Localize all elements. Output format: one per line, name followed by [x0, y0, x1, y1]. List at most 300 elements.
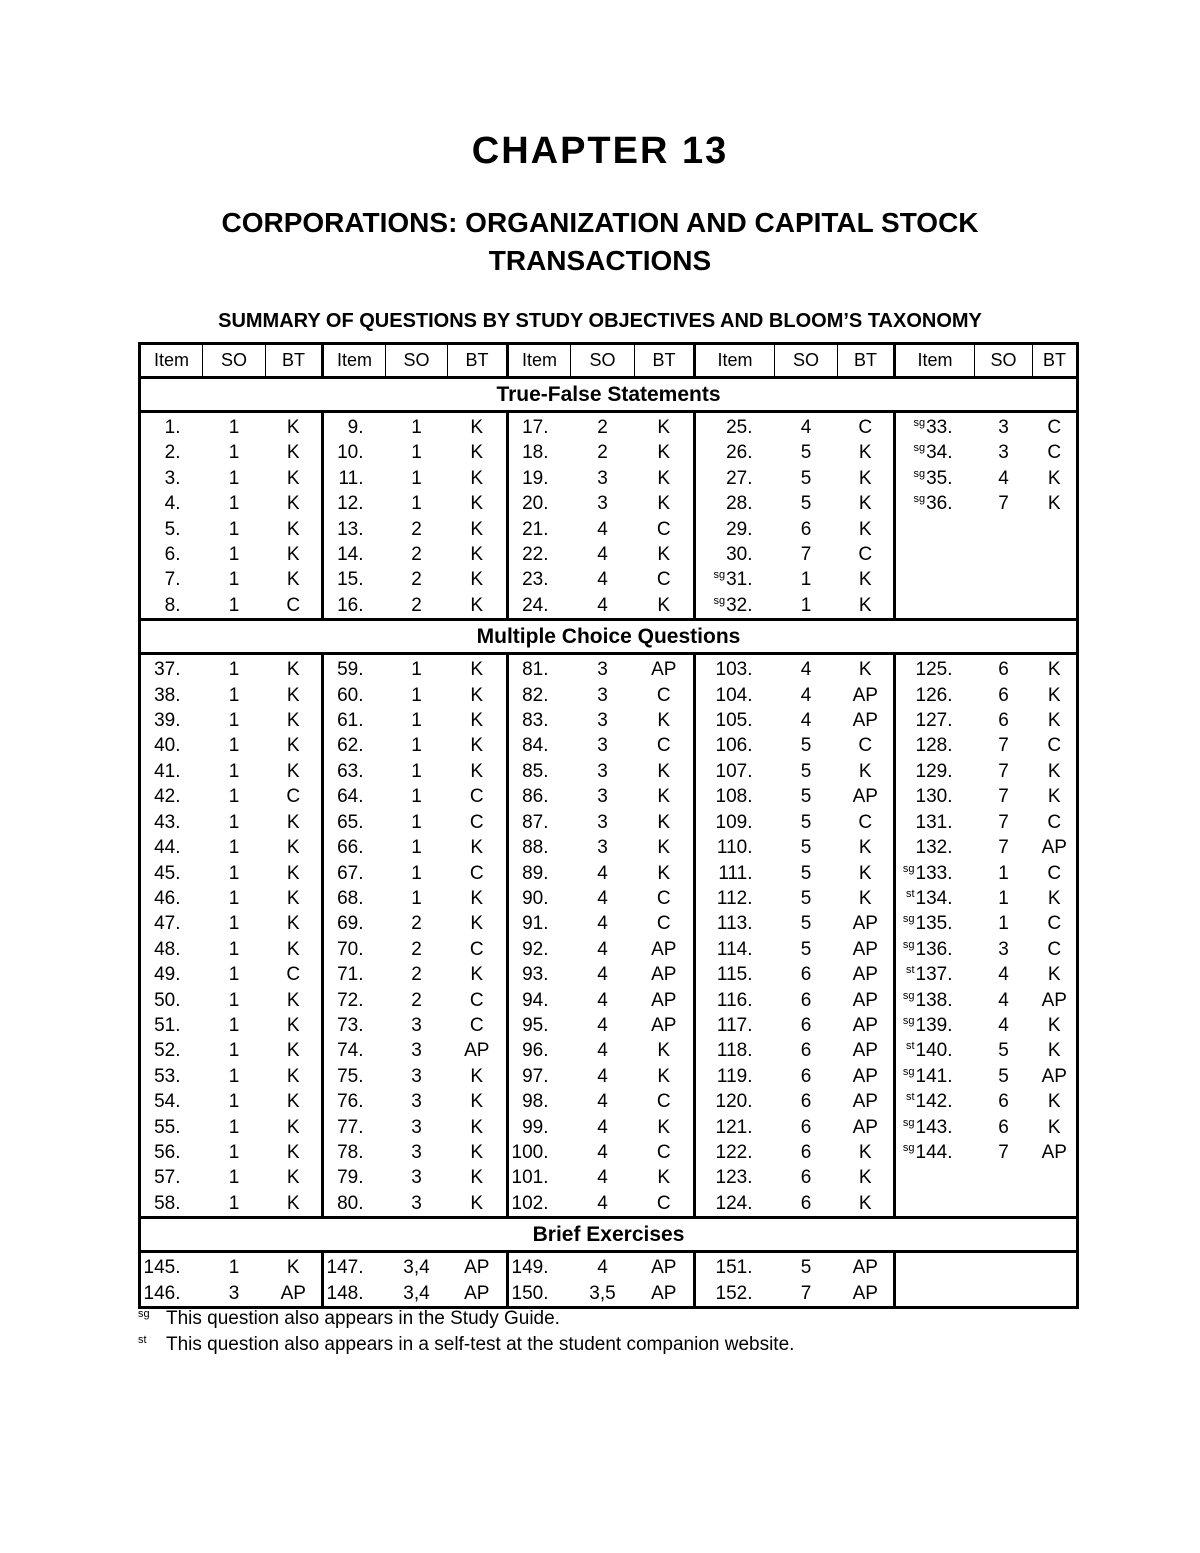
item-cell [695, 733, 775, 758]
bt-cell: C [1047, 442, 1062, 464]
item-cell [140, 784, 203, 809]
so-cell: 2 [411, 938, 422, 960]
item-number: 99. [522, 1116, 549, 1138]
item-cell [140, 988, 203, 1013]
item-number: 9. [347, 417, 364, 438]
bt-cell: K [1047, 659, 1061, 681]
so-cell: 4 [998, 467, 1009, 489]
bt-cell: AP [838, 962, 895, 987]
chapter-title: CHAPTER 13 [471, 130, 729, 172]
item-cell [508, 1115, 571, 1140]
so-cell: 1 [411, 417, 422, 438]
item-number: 120. [715, 1091, 753, 1113]
item-cell [895, 466, 975, 491]
bt-cell: K [838, 861, 895, 886]
item-cell [895, 1115, 975, 1140]
so-cell [975, 517, 1033, 542]
item-cell [695, 1064, 775, 1089]
so-cell: 1 [228, 569, 240, 591]
bt-cell: C [266, 593, 323, 620]
item-number: 126. [915, 684, 953, 706]
item-number: 80. [337, 1192, 364, 1214]
column-header: SO [386, 344, 448, 378]
item-number: 134. [915, 887, 953, 909]
source-marker: sg [902, 862, 915, 875]
item-number: 147. [326, 1257, 364, 1279]
so-cell: 5 [800, 735, 812, 757]
so-cell: 7 [998, 760, 1009, 782]
so-cell: 2 [597, 442, 608, 464]
item-cell [508, 886, 571, 911]
item-number: 35. [926, 467, 953, 489]
table-row [140, 466, 1078, 491]
bt-cell: K [266, 440, 323, 465]
item-cell [508, 1252, 571, 1281]
item-number: 26. [726, 442, 753, 464]
so-cell: 3 [411, 1040, 422, 1062]
item-cell [323, 1252, 386, 1281]
bt-cell: AP [1041, 837, 1067, 859]
item-number: 30. [726, 544, 753, 566]
item-cell [508, 1064, 571, 1089]
table-row [140, 835, 1078, 860]
column-header: Item [323, 344, 386, 378]
so-cell [975, 1165, 1033, 1190]
item-number: 3. [164, 467, 181, 489]
item-number: 36. [926, 493, 953, 515]
source-marker: sg [902, 1116, 915, 1129]
source-marker: sg [913, 467, 926, 480]
so-cell: 1 [228, 887, 240, 909]
item-cell [508, 962, 571, 987]
item-cell [140, 567, 203, 592]
section-header-row [140, 378, 1078, 412]
so-cell: 1 [228, 1065, 240, 1087]
so-cell: 6 [998, 684, 1009, 706]
so-cell: 6 [800, 1040, 812, 1062]
item-cell [895, 810, 975, 835]
source-marker: sg [713, 594, 726, 607]
bt-cell: K [838, 886, 895, 911]
item-cell [508, 1191, 571, 1218]
table-row [140, 1064, 1078, 1089]
item-number: 47. [154, 913, 181, 935]
bt-cell: K [266, 708, 323, 733]
item-cell [895, 517, 975, 542]
item-number: 15. [337, 569, 364, 591]
item-cell [695, 962, 775, 987]
so-cell: 5 [800, 913, 812, 935]
so-cell: 5 [800, 786, 812, 808]
so-cell: 5 [998, 1065, 1009, 1087]
item-cell [895, 911, 975, 936]
bt-cell [1033, 1281, 1078, 1308]
item-number: 46. [154, 887, 181, 909]
item-number: 113. [716, 913, 753, 935]
so-cell: 2 [597, 417, 608, 438]
item-cell [140, 1089, 203, 1114]
item-cell [508, 784, 571, 809]
table-row [140, 440, 1078, 465]
bt-cell: K [635, 466, 695, 491]
item-number: 72. [337, 989, 364, 1011]
item-number: 22. [522, 544, 549, 566]
section-title: Multiple Choice Questions [140, 620, 1078, 654]
item-number: 12. [337, 493, 364, 515]
bt-cell: K [266, 937, 323, 962]
table-row [140, 988, 1078, 1013]
so-cell: 6 [800, 1091, 812, 1113]
table-row [140, 1252, 1078, 1281]
bt-cell: K [838, 1165, 895, 1190]
item-cell [895, 593, 975, 620]
bt-cell: K [266, 886, 323, 911]
so-cell: 3 [998, 417, 1009, 438]
item-cell [508, 759, 571, 784]
item-cell [895, 1064, 975, 1089]
source-marker: sg [902, 1014, 915, 1027]
so-cell: 1 [228, 1014, 240, 1036]
so-cell: 6 [800, 1065, 812, 1087]
bt-cell: K [266, 412, 323, 441]
item-cell [695, 1140, 775, 1165]
item-cell [508, 654, 571, 683]
bt-cell: K [448, 1140, 508, 1165]
so-cell: 1 [411, 887, 422, 909]
column-header: Item [508, 344, 571, 378]
item-number: 39. [154, 710, 181, 732]
bt-cell: C [448, 988, 508, 1013]
so-cell: 4 [597, 518, 608, 540]
so-cell: 3 [998, 938, 1009, 960]
item-number: 50. [154, 989, 181, 1011]
so-cell: 2 [411, 989, 422, 1011]
table-row [140, 861, 1078, 886]
item-cell [508, 1281, 571, 1308]
item-number: 137. [915, 964, 953, 986]
item-cell [695, 937, 775, 962]
item-number: 110. [716, 837, 753, 859]
item-number: 48. [154, 938, 181, 960]
bt-cell: K [838, 440, 895, 465]
so-cell: 3 [597, 760, 608, 782]
bt-cell: AP [635, 937, 695, 962]
item-number: 101. [511, 1167, 549, 1189]
bt-cell: C [635, 683, 695, 708]
so-cell: 5 [800, 837, 812, 859]
chapter-subtitle [0, 204, 1200, 280]
item-number: 132. [915, 837, 953, 859]
item-number: 2. [164, 442, 181, 464]
bt-cell: K [448, 1089, 508, 1114]
bt-cell: K [448, 491, 508, 516]
so-cell: 1 [228, 659, 240, 681]
so-cell [975, 1281, 1033, 1308]
bt-cell: AP [838, 988, 895, 1013]
bt-cell: AP [448, 1281, 508, 1308]
so-cell: 1 [228, 1141, 240, 1163]
so-cell: 1 [411, 710, 422, 732]
so-cell: 1 [228, 1167, 240, 1189]
item-cell [323, 412, 386, 441]
item-cell [323, 1165, 386, 1190]
item-cell [508, 708, 571, 733]
summary-heading: SUMMARY OF QUESTIONS BY STUDY OBJECTIVES AND BLOOM’S TAXONOMY [218, 310, 982, 332]
item-cell [895, 1089, 975, 1114]
bt-cell: K [1047, 710, 1061, 732]
item-cell [695, 1281, 775, 1308]
so-cell: 5 [800, 887, 812, 909]
item-number: 90. [522, 887, 549, 909]
so-cell: 4 [597, 1257, 608, 1279]
so-cell: 3 [411, 1192, 422, 1214]
item-cell [895, 654, 975, 683]
item-number: 127. [915, 710, 953, 732]
bt-cell: K [448, 683, 508, 708]
so-cell: 4 [597, 1091, 608, 1113]
item-number: 100. [511, 1141, 549, 1163]
bt-cell: K [448, 567, 508, 592]
bt-cell [1033, 593, 1078, 620]
so-cell: 2 [411, 518, 422, 540]
so-cell [975, 542, 1033, 567]
bt-cell: K [266, 1089, 323, 1114]
item-cell [695, 542, 775, 567]
item-number: 92. [522, 938, 549, 960]
so-cell: 1 [411, 760, 422, 782]
column-header: SO [775, 344, 838, 378]
item-cell [323, 810, 386, 835]
bt-cell: C [635, 733, 695, 758]
so-cell: 4 [597, 989, 608, 1011]
bt-cell: K [266, 911, 323, 936]
bt-cell: K [266, 517, 323, 542]
questions-summary-table [138, 342, 1079, 1309]
item-cell [508, 911, 571, 936]
item-number: 33. [926, 417, 953, 438]
so-cell: 2 [411, 964, 422, 986]
so-cell: 4 [597, 887, 608, 909]
so-cell: 5 [800, 862, 812, 884]
so-cell: 3 [597, 811, 608, 833]
so-cell: 6 [998, 659, 1009, 681]
item-number: 111. [718, 862, 753, 884]
bt-cell: C [838, 412, 895, 441]
item-cell [508, 593, 571, 620]
subtitle-line-2: TRANSACTIONS [488, 245, 712, 276]
item-cell [895, 683, 975, 708]
bt-cell [1033, 1165, 1078, 1190]
item-cell [695, 654, 775, 683]
item-number: 94. [522, 989, 549, 1011]
footnote: $^{st}$ This question also appears in a self-test at the student companion website. [138, 1334, 795, 1355]
item-cell [323, 542, 386, 567]
so-cell: 4 [597, 1014, 608, 1036]
bt-cell: K [448, 412, 508, 441]
item-number: 61. [337, 710, 364, 732]
item-number: 146. [143, 1282, 181, 1304]
item-number: 62. [337, 735, 364, 757]
item-cell [895, 1165, 975, 1190]
item-cell [895, 886, 975, 911]
so-cell: 1 [228, 760, 240, 782]
so-cell: 3 [998, 442, 1009, 464]
bt-cell: K [448, 1165, 508, 1190]
item-number: 108. [715, 786, 753, 808]
bt-cell: K [635, 542, 695, 567]
item-number: 20. [522, 493, 549, 515]
section-title: Brief Exercises [140, 1218, 1078, 1252]
item-number: 86. [522, 786, 549, 808]
table-row [140, 962, 1078, 987]
table-row [140, 412, 1078, 441]
bt-cell: K [635, 835, 695, 860]
item-number: 82. [522, 684, 549, 706]
bt-cell: AP [838, 1089, 895, 1114]
so-cell: 7 [998, 1141, 1009, 1163]
item-number: 81. [522, 659, 549, 681]
item-number: 150. [511, 1282, 549, 1304]
bt-cell: AP [838, 683, 895, 708]
so-cell [975, 1191, 1033, 1218]
item-number: 135. [915, 913, 953, 935]
item-number: 151. [715, 1257, 753, 1279]
so-cell: 1 [228, 684, 240, 706]
item-cell [695, 784, 775, 809]
bt-cell: K [448, 835, 508, 860]
item-number: 109. [715, 811, 753, 833]
item-cell [140, 1013, 203, 1038]
bt-cell: K [1047, 887, 1061, 909]
so-cell: 1 [228, 442, 240, 464]
bt-cell: K [448, 466, 508, 491]
subtitle-line-1: CORPORATIONS: ORGANIZATION AND CAPITAL STOCK [221, 207, 979, 238]
so-cell: 5 [800, 760, 812, 782]
item-cell [323, 759, 386, 784]
so-cell: 1 [411, 786, 422, 808]
bt-cell: K [266, 1140, 323, 1165]
item-cell [323, 835, 386, 860]
item-cell [508, 517, 571, 542]
item-number: 58. [154, 1192, 181, 1214]
bt-cell: K [448, 708, 508, 733]
item-number: 19. [522, 467, 549, 489]
item-number: 54. [154, 1091, 181, 1113]
item-number: 76. [337, 1091, 364, 1113]
item-cell [508, 1140, 571, 1165]
item-number: 148. [326, 1282, 364, 1304]
item-cell [140, 1140, 203, 1165]
so-cell: 5 [800, 811, 812, 833]
footnote-text: This question also appears in the Study Guide. [166, 1308, 560, 1329]
bt-cell: K [448, 886, 508, 911]
item-cell [895, 708, 975, 733]
bt-cell: K [838, 835, 895, 860]
item-number: 96. [522, 1040, 549, 1062]
item-number: 117. [716, 1014, 753, 1036]
item-number: 136. [915, 938, 953, 960]
item-cell [508, 1165, 571, 1190]
item-number: 112. [716, 887, 753, 909]
bt-cell: K [266, 1165, 323, 1190]
bt-cell: K [635, 440, 695, 465]
item-number: 106. [715, 735, 753, 757]
table-row [140, 542, 1078, 567]
column-header: BT [266, 344, 323, 378]
item-number: 64. [337, 786, 364, 808]
source-marker: st [905, 1091, 915, 1104]
item-cell [895, 733, 975, 758]
so-cell: 6 [800, 1141, 812, 1163]
item-number: 95. [522, 1014, 549, 1036]
so-cell: 3 [597, 493, 608, 515]
item-number: 144. [915, 1141, 953, 1163]
item-number: 7. [164, 569, 181, 591]
item-cell [895, 861, 975, 886]
item-cell [323, 491, 386, 516]
bt-cell: C [838, 810, 895, 835]
table-row [140, 911, 1078, 936]
bt-cell: K [838, 517, 895, 542]
item-number: 124. [715, 1192, 753, 1214]
bt-cell: K [448, 759, 508, 784]
source-marker: sg [902, 1065, 915, 1078]
bt-cell: C [448, 784, 508, 809]
item-number: 128. [915, 735, 953, 757]
item-cell [508, 937, 571, 962]
table-row [140, 1115, 1078, 1140]
item-number: 28. [726, 493, 753, 515]
item-cell [323, 654, 386, 683]
item-number: 118. [716, 1040, 753, 1062]
item-cell [695, 517, 775, 542]
table-row [140, 733, 1078, 758]
table-row [140, 1038, 1078, 1063]
bt-cell: C [266, 784, 323, 809]
so-cell: 1 [411, 493, 422, 515]
so-cell: 6 [998, 1091, 1009, 1113]
so-cell: 1 [228, 837, 240, 859]
item-cell [140, 733, 203, 758]
bt-cell: K [838, 466, 895, 491]
table-row [140, 517, 1078, 542]
item-number: 104. [715, 684, 753, 706]
so-cell: 4 [597, 1116, 608, 1138]
item-cell [695, 861, 775, 886]
item-number: 41. [154, 760, 181, 782]
item-number: 66. [337, 837, 364, 859]
item-number: 29. [726, 518, 753, 540]
section-title: True-False Statements [140, 378, 1078, 412]
item-cell [323, 1115, 386, 1140]
item-number: 133. [915, 862, 953, 884]
item-number: 73. [337, 1014, 364, 1036]
item-cell [140, 835, 203, 860]
so-cell: 3 [411, 1065, 422, 1087]
item-cell [323, 567, 386, 592]
item-cell [508, 835, 571, 860]
bt-cell: AP [838, 1281, 895, 1308]
bt-cell: AP [635, 988, 695, 1013]
so-cell: 7 [800, 1282, 812, 1304]
item-cell [695, 1013, 775, 1038]
item-number: 87. [522, 811, 549, 833]
so-cell: 4 [998, 989, 1009, 1011]
so-cell: 7 [998, 493, 1009, 515]
bt-cell: AP [838, 911, 895, 936]
so-cell: 6 [800, 1116, 812, 1138]
item-number: 145. [143, 1257, 181, 1279]
